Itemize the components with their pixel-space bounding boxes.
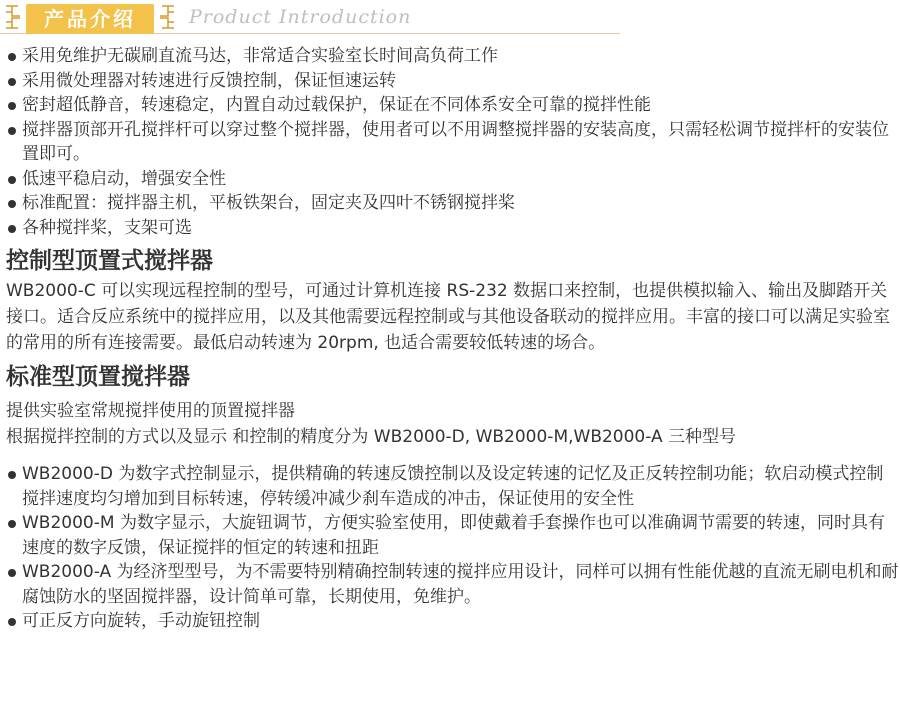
list-item: 可正反方向旋转，手动旋钮控制 [0, 609, 900, 634]
corner-ornament-left-icon [4, 2, 24, 32]
corner-ornament-right-icon [156, 2, 176, 32]
bullet-icon [8, 471, 16, 479]
list-item: 采用微处理器对转速进行反馈控制，保证恒速运转 [0, 69, 900, 94]
title-badge [26, 4, 154, 34]
page-subtitle: Product Introduction [189, 6, 412, 28]
bullet-icon [8, 53, 16, 61]
section-header [0, 0, 900, 40]
model-list [0, 462, 900, 634]
bullet-icon [8, 200, 16, 208]
section-intro-line: 根据搅拌控制的方式以及显示 和控制的精度分为 WB2000-D, WB2000-M,WB2000-A 三种型号 [6, 427, 737, 447]
bullet-icon [8, 569, 16, 577]
bullet-icon [8, 618, 16, 626]
main-content [0, 44, 900, 634]
list-item: 低速平稳启动，增强安全性 [0, 167, 900, 192]
feature-list [0, 44, 900, 240]
section-title-control: 控制型顶置式搅拌器 [6, 248, 213, 274]
list-item: WB2000-D 为数字式控制显示，提供精确的转速反馈控制以及设定转速的记忆及正反转控制功能；软启动模式控制搅拌速度均匀增加到目标转速，停转缓冲减少刹车造成的冲击，保证使用的安全性 [0, 462, 900, 511]
list-item: WB2000-A 为经济型型号，为不需要特别精确控制转速的搅拌应用设计，同样可以拥有性能优越的直流无刷电机和耐腐蚀防水的坚固搅拌器，设计简单可靠，长期使用，免维护。 [0, 560, 900, 609]
list-item: 搅拌器顶部开孔搅拌杆可以穿过整个搅拌器，使用者可以不用调整搅拌器的安装高度，只需轻松调节搅拌杆的安装位置即可。 [0, 118, 900, 167]
bullet-icon [8, 520, 16, 528]
bullet-icon [8, 127, 16, 135]
section-body-control: WB2000-C 可以实现远程控制的型号，可通过计算机连接 RS-232 数据口来控制，也提供模拟输入、输出及脚踏开关接口。适合反应系统中的搅拌应用，以及其他需要远程控制或与其他设备联动的搅拌应用。丰富的接口可以满足实验室的常用的所有连接需要。最低启动转速为 20rpm, 也适合需要较低转速的场合。 [6, 281, 890, 353]
list-item: 密封超低静音，转速稳定，内置自动过载保护，保证在不同体系安全可靠的搅拌性能 [0, 93, 900, 118]
section-title-standard: 标准型顶置搅拌器 [6, 364, 190, 390]
section-intro-line: 提供实验室常规搅拌使用的顶置搅拌器 [6, 401, 295, 421]
list-item: 各种搅拌桨，支架可选 [0, 216, 900, 241]
bullet-icon [8, 102, 16, 110]
page-title: 产品介绍 [44, 7, 136, 31]
list-item: WB2000-M 为数字显示，大旋钮调节，方便实验室使用，即使戴着手套操作也可以准确调节需要的转速，同时具有速度的数字反馈，保证搅拌的恒定的转速和扭距 [0, 511, 900, 560]
bullet-icon [8, 225, 16, 233]
list-item: 采用免维护无碳刷直流马达，非常适合实验室长时间高负荷工作 [0, 44, 900, 69]
list-item: 标准配置：搅拌器主机，平板铁架台，固定夹及四叶不锈钢搅拌桨 [0, 191, 900, 216]
bullet-icon [8, 78, 16, 86]
bullet-icon [8, 176, 16, 184]
